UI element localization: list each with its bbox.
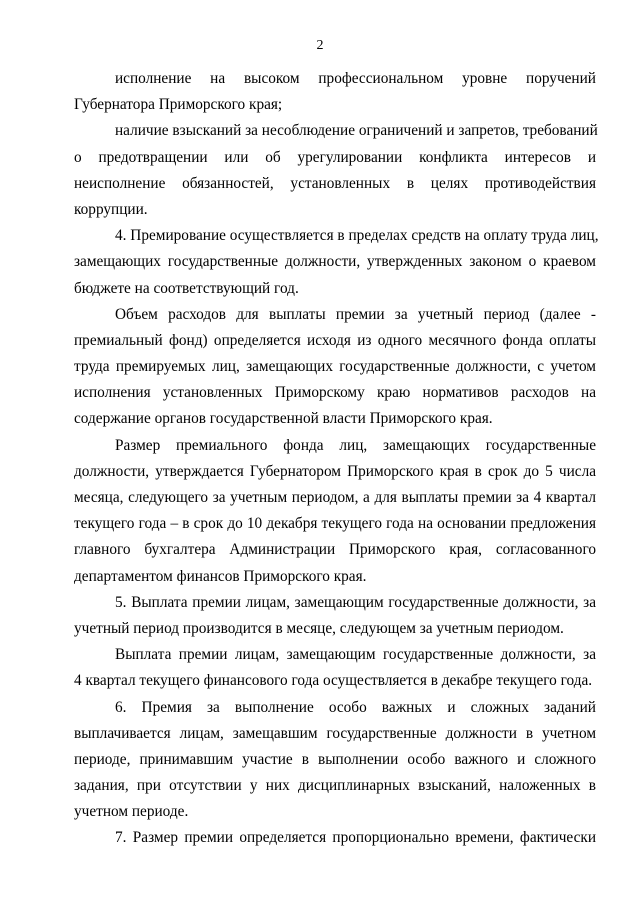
- paragraph-line: задания, при отсутствии у них дисциплинарных взысканий, наложенных в: [74, 777, 596, 795]
- paragraph-line: бюджете на соответствующий год.: [74, 279, 299, 297]
- paragraph: [74, 66, 596, 118]
- paragraph-line: департаментом финансов Приморского края.: [74, 567, 367, 585]
- paragraph-line: 5. Выплата премии лицам, замещающим государственные должности, за: [115, 593, 596, 611]
- paragraph-line: периоде, принимавшим участие в выполнении особо важного и сложного: [74, 750, 596, 768]
- paragraph-line: выплачивается лицам, замещавшим государственные должности в учетном: [74, 724, 596, 742]
- paragraph: [74, 433, 596, 590]
- paragraph-line: должности, утверждается Губернатором Приморского края в срок до 5 числа: [74, 462, 596, 480]
- paragraph-line: 4. Премирование осуществляется в пределах средств на оплату труда лиц,: [115, 227, 599, 245]
- paragraph-line: исполнение на высоком профессиональном уровне поручений: [115, 70, 596, 87]
- paragraph-line: о предотвращении или об урегулировании конфликта интересов и: [74, 148, 596, 166]
- paragraph-line: учетном периоде.: [74, 803, 189, 821]
- paragraph: [74, 590, 596, 642]
- paragraph-line: труда премируемых лиц, замещающих государственные должности, с учетом: [74, 358, 596, 376]
- paragraph-line: наличие взысканий за несоблюдение ограничений и запретов, требований: [115, 122, 598, 140]
- paragraph-line: исполнения установленных Приморскому краю нормативов расходов на: [74, 384, 596, 402]
- paragraph: [74, 302, 596, 433]
- paragraph-line: Размер премиального фонда лиц, замещающих государственные: [115, 436, 596, 454]
- paragraph: [74, 695, 596, 826]
- paragraph-line: Губернатора Приморского края;: [74, 96, 283, 114]
- document-body: [74, 66, 599, 852]
- paragraph-line: главного бухгалтера Администрации Приморского края, согласованного: [74, 541, 596, 559]
- paragraph-line: Выплата премии лицам, замещающим государственные должности, за: [115, 646, 596, 664]
- paragraph: [74, 642, 596, 694]
- paragraph-line: учетный период производится в месяце, следующем за учетным периодом.: [74, 619, 564, 637]
- paragraph: [74, 825, 596, 851]
- paragraph-line: содержание органов государственной власти Приморского края.: [74, 410, 493, 428]
- paragraph-line: 6. Премия за выполнение особо важных и сложных заданий: [115, 698, 596, 716]
- paragraph-line: Объем расходов для выплаты премии за учетный период (далее -: [115, 305, 596, 323]
- paragraph-line: месяца, следующего за учетным периодом, а для выплаты премии за 4 квартал: [74, 489, 596, 506]
- paragraph-line: текущего года – в срок до 10 декабря текущего года на основании предложения: [74, 515, 596, 533]
- paragraph: [74, 223, 599, 302]
- page-number: 2: [316, 38, 324, 53]
- paragraph: [74, 118, 596, 223]
- paragraph-line: премиальный фонд) определяется исходя из одного месячного фонда оплаты: [74, 331, 596, 349]
- paragraph-line: неисполнение обязанностей, установленных в целях противодействия: [74, 174, 596, 192]
- paragraph-line: замещающих государственные должности, утвержденных законом о краевом: [74, 253, 596, 271]
- paragraph-line: 4 квартал текущего финансового года осуществляется в декабре текущего года.: [74, 672, 593, 690]
- paragraph-line: 7. Размер премии определяется пропорционально времени, фактически: [115, 829, 596, 847]
- paragraph-line: коррупции.: [74, 200, 148, 218]
